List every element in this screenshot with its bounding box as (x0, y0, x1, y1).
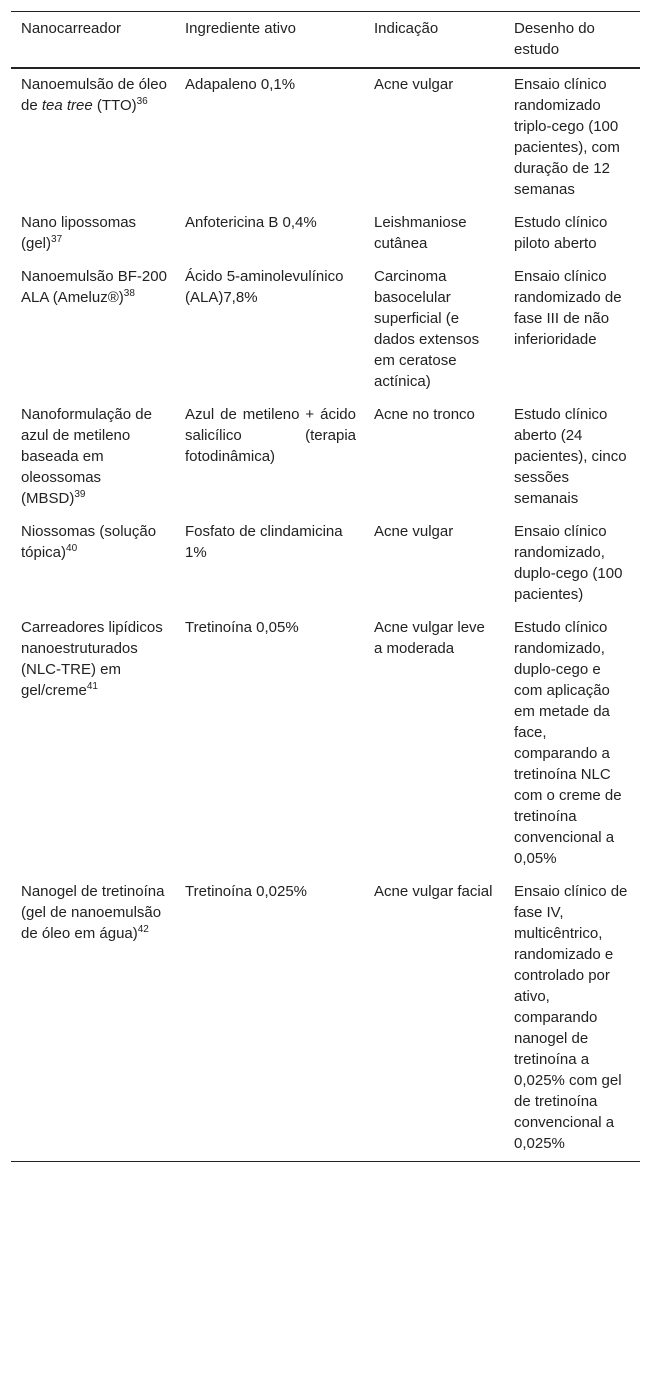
cell-indicacao: Carcinoma basocelular superficial (e dados extensos em ceratose actínica) (374, 268, 480, 390)
reference-number: 38 (123, 288, 135, 299)
table-row (11, 207, 640, 261)
cell-desenho-do-estudo: Estudo clínico piloto aberto (514, 214, 608, 252)
cell-desenho-do-estudo: Estudo clínico randomizado, duplo-cego e com aplicação em metade da face, comparando a tretinoína NLC com o creme de tretinoína convencional a 0,05% (514, 619, 622, 867)
cell-nanocarreador (11, 68, 175, 207)
reference-number: 37 (51, 234, 63, 245)
table-row (11, 68, 640, 207)
carrier-text: Nano lipossomas (gel) (21, 214, 137, 252)
carrier-text: Nanoemulsão de óleo de (21, 76, 167, 114)
cell-nanocarreador (11, 876, 175, 1162)
header-ingrediente-ativo: Ingrediente ativo (185, 20, 296, 37)
carrier-text: Carreadores lipídicos nanoestruturados (NLC-TRE) em gel/creme (21, 619, 163, 699)
reference-number: 36 (136, 96, 148, 107)
table-row (11, 876, 640, 1162)
cell-desenho-do-estudo: Ensaio clínico de fase IV, multicêntrico, randomizado e controlado por ativo, comparando nanogel de tretinoína a 0,025% com gel de tretinoína convencional a 0,025% (514, 883, 628, 1152)
cell-ingrediente-ativo: Ácido 5-aminolevulínico (ALA)7,8% (185, 268, 344, 306)
cell-indicacao: Acne no tronco (374, 406, 475, 423)
carrier-text-suffix: (TTO) (92, 97, 137, 114)
cell-nanocarreador (11, 516, 175, 612)
cell-indicacao: Acne vulgar (374, 523, 454, 540)
carrier-text: Nanoformulação de azul de metileno baseada em oleossomas (MBSD) (21, 406, 152, 507)
cell-desenho-do-estudo: Ensaio clínico randomizado de fase III de não inferioridade (514, 268, 622, 348)
cell-desenho-do-estudo: Ensaio clínico randomizado, duplo-cego (100 pacientes) (514, 523, 623, 603)
header-indicacao: Indicação (374, 20, 439, 37)
table-header (11, 12, 640, 69)
cell-nanocarreador (11, 399, 175, 516)
cell-ingrediente-ativo: Tretinoína 0,05% (185, 619, 299, 636)
header-nanocarreador: Nanocarreador (21, 20, 122, 37)
table-row (11, 612, 640, 876)
cell-indicacao: Acne vulgar facial (374, 883, 493, 900)
cell-indicacao: Leishmaniose cutânea (374, 214, 467, 252)
table-row (11, 261, 640, 399)
cell-ingrediente-ativo: Adapaleno 0,1% (185, 76, 296, 93)
nanocarrier-table (11, 11, 640, 1162)
reference-number: 41 (86, 681, 98, 692)
reference-number: 39 (74, 489, 86, 500)
carrier-italic: tea tree (41, 97, 93, 114)
carrier-text: Nanoemulsão BF-200 ALA (Ameluz®) (21, 268, 167, 306)
carrier-text: Niossomas (solução tópica) (21, 523, 157, 561)
header-desenho-do-estudo: Desenho do estudo (514, 20, 595, 58)
cell-nanocarreador (11, 261, 175, 399)
cell-ingrediente-ativo: Azul de metileno + ácido salicílico (terapia fotodinâmica) (185, 406, 356, 465)
cell-indicacao: Acne vulgar (374, 76, 454, 93)
cell-ingrediente-ativo: Tretinoína 0,025% (185, 883, 308, 900)
cell-nanocarreador (11, 207, 175, 261)
carrier-text: Nanogel de tretinoína (gel de nanoemulsão de óleo em água) (21, 883, 165, 942)
table-row (11, 516, 640, 612)
cell-desenho-do-estudo: Ensaio clínico randomizado triplo-cego (100 pacientes), com duração de 12 semanas (514, 76, 620, 198)
reference-number: 40 (66, 543, 78, 554)
reference-number: 42 (137, 924, 149, 935)
table-row (11, 399, 640, 516)
table-body (11, 68, 640, 1162)
cell-indicacao: Acne vulgar leve a moderada (374, 619, 485, 657)
cell-desenho-do-estudo: Estudo clínico aberto (24 pacientes), cinco sessões semanais (514, 406, 627, 507)
cell-nanocarreador (11, 612, 175, 876)
cell-ingrediente-ativo: Anfotericina B 0,4% (185, 214, 317, 231)
header-row (11, 12, 640, 69)
cell-ingrediente-ativo: Fosfato de clindamicina 1% (185, 523, 343, 561)
